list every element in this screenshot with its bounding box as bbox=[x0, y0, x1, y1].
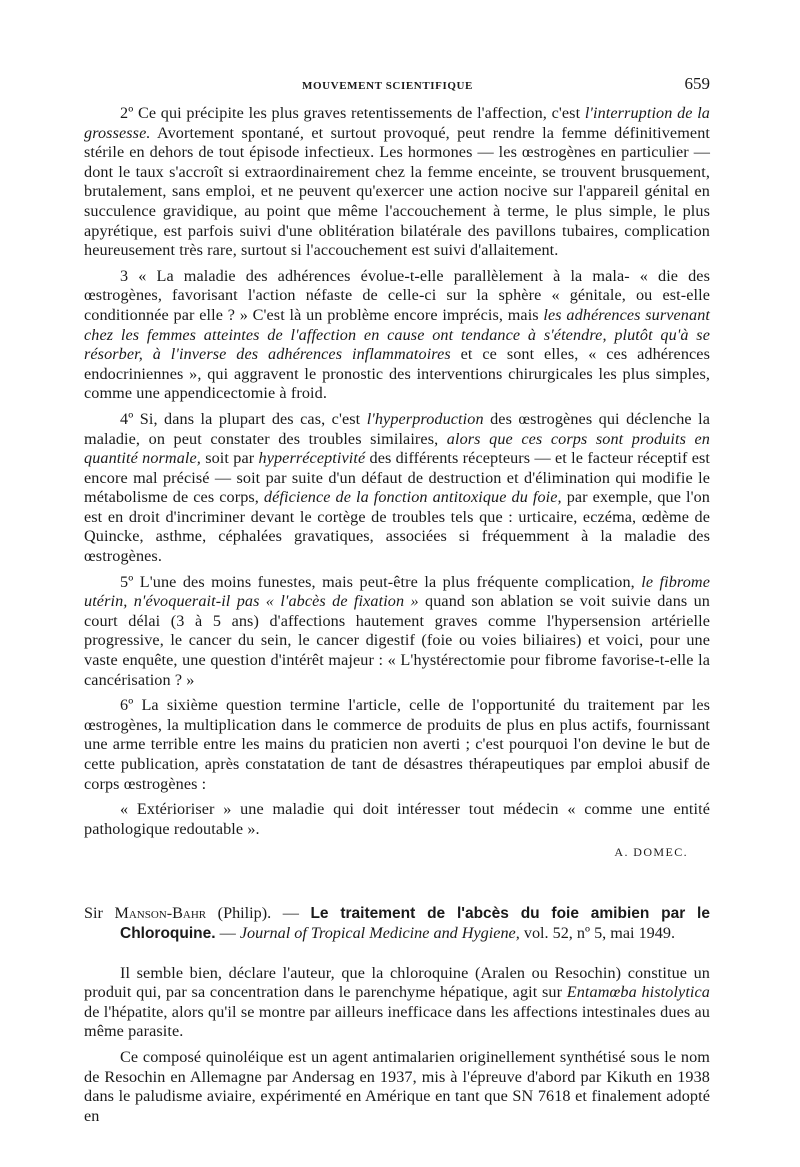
page-number: 659 bbox=[684, 74, 710, 93]
review-paragraph-2: Ce composé quinoléique est un agent antimalarien originellement synthétisé sous le nom de Resochin en Allemagne par Andersag en 1937, mis à l'épreuve d'abord par Kikuth en 1938 dans le paludisme aviaire, expérimenté en Amérique en tant que SN 7618 et finalement adopté en bbox=[84, 1047, 710, 1125]
paragraph-conclusion: « Extérioriser » une maladie qui doit intéresser tout médecin « comme une entité pathologique redoutable ». bbox=[84, 800, 710, 838]
paragraph-6: 6º La sixième question termine l'article, celle de l'opportunité du traitement par les œstrogènes, la multiplication dans le commerce de produits de plus en plus actifs, fournissant une arme terrible entre les mains du praticien non averti ; c'est pourquoi l'on devine le but de cette publication, après constatation de tant de désastres thérapeutiques par emploi abusif de corps œstrogènes : bbox=[84, 696, 710, 793]
author-name: Manson-Bahr bbox=[114, 904, 207, 923]
journal-page bbox=[84, 74, 710, 1126]
page-header bbox=[84, 74, 710, 100]
author-signature: A. DOMEC. bbox=[614, 845, 688, 860]
review-paragraph-1: Il semble bien, déclare l'auteur, que la chloroquine (Aralen ou Resochin) constitue un produit qui, par sa concentration dans le parenchyme hépatique, agit sur Entamœba histolytica de l'hépatite, alors qu'il se montre par ailleurs inefficace dans les affections intestinales dues au même parasite. bbox=[84, 963, 711, 1041]
running-title: MOUVEMENT SCIENTIFIQUE bbox=[302, 80, 473, 92]
paragraph-3: 3 « La maladie des adhérences évolue-t-elle parallèlement à la mala- « die des œstrogènes, favorisant l'action néfaste de celle-ci sur la sphère « génitale, ou est-elle conditionnée par elle ? » C'est là un problème encore imprécis, mais les adhérences survenant chez les femmes atteintes de l'affection en cause ont tendance à s'étendre, plutôt qu'à se résorber, à l'inverse des adhérences inflammatoires et ce sont elles, « ces adhérences endocriniennes », qui aggravent le pronostic des interventions chirurgicales les plus simples, comme une appendicectomie à froid. bbox=[84, 266, 710, 403]
review-title: Le traitement de l'abcès du foie amibien par le Chloroquine. bbox=[120, 905, 710, 942]
article-body bbox=[84, 104, 710, 860]
review-body bbox=[84, 964, 710, 1127]
bibliography-entry: Sir Manson-Bahr (Philip). — Le traitement de l'abcès du foie amibien par le Chloroquine. — Journal of Tropical Medicine and Hygiene, vol. 52, nº 5, mai 1949. bbox=[84, 904, 710, 942]
paragraph-5: 5º L'une des moins funestes, mais peut-être la plus fréquente complication, le fibrome utérin, n'évoquerait-il pas « l'abcès de fixation » quand son ablation se voit suivie dans un court délai (3 à 5 ans) d'affections hautement graves comme l'hypersension artérielle progressive, le cancer du sein, le cancer digestif (foie ou voies biliaires) et voici, pour une vaste enquête, une question d'intérêt majeur : « L'hystérectomie pour fibrome favorise-t-elle la cancérisation ? » bbox=[84, 572, 710, 689]
journal-name: Journal of Tropical Medicine and Hygiene, bbox=[239, 923, 520, 942]
paragraph-2: 2º Ce qui précipite les plus graves retentissements de l'affection, c'est l'interruption de la grossesse. Avortement spontané, et surtout provoqué, peut rendre la femme définitivement stérile en dehors de tout épisode infectieux. Les hormones — les œstrogènes en particulier — dont le taux s'accroît si extraordinairement chez la femme enceinte, se trouvent brusquement, brutalement, sans emploi, et ne peuvent qu'exercer une action nocive sur l'appareil génital en succulence gravidique, au point que même l'accouchement à terme, le plus simple, le plus apyrétique, est parfois suivi d'une oblitération bilatérale des pavillons tubaires, complication heureusement très rare, surtout si l'accouchement est suivi d'allaitement. bbox=[84, 104, 710, 260]
paragraph-4: 4º Si, dans la plupart des cas, c'est l'hyperproduction des œstrogènes qui déclenche la maladie, on peut constater des troubles similaires, alors que ces corps sont produits en quantité normale, soit par hyperréceptivité des différents récepteurs — et le facteur réceptif est encore mal précisé — soit par suite d'un défaut de destruction et d'élimination qui modifie le métabolisme de ces corps, déficience de la fonction antitoxique du foie, par exemple, que l'on est en droit d'incriminer devant le cortège de troubles tels que : urticaire, eczéma, œdème de Quincke, asthme, céphalées gravatiques, associées si fréquemment à la maladie des œstrogènes. bbox=[84, 409, 710, 566]
